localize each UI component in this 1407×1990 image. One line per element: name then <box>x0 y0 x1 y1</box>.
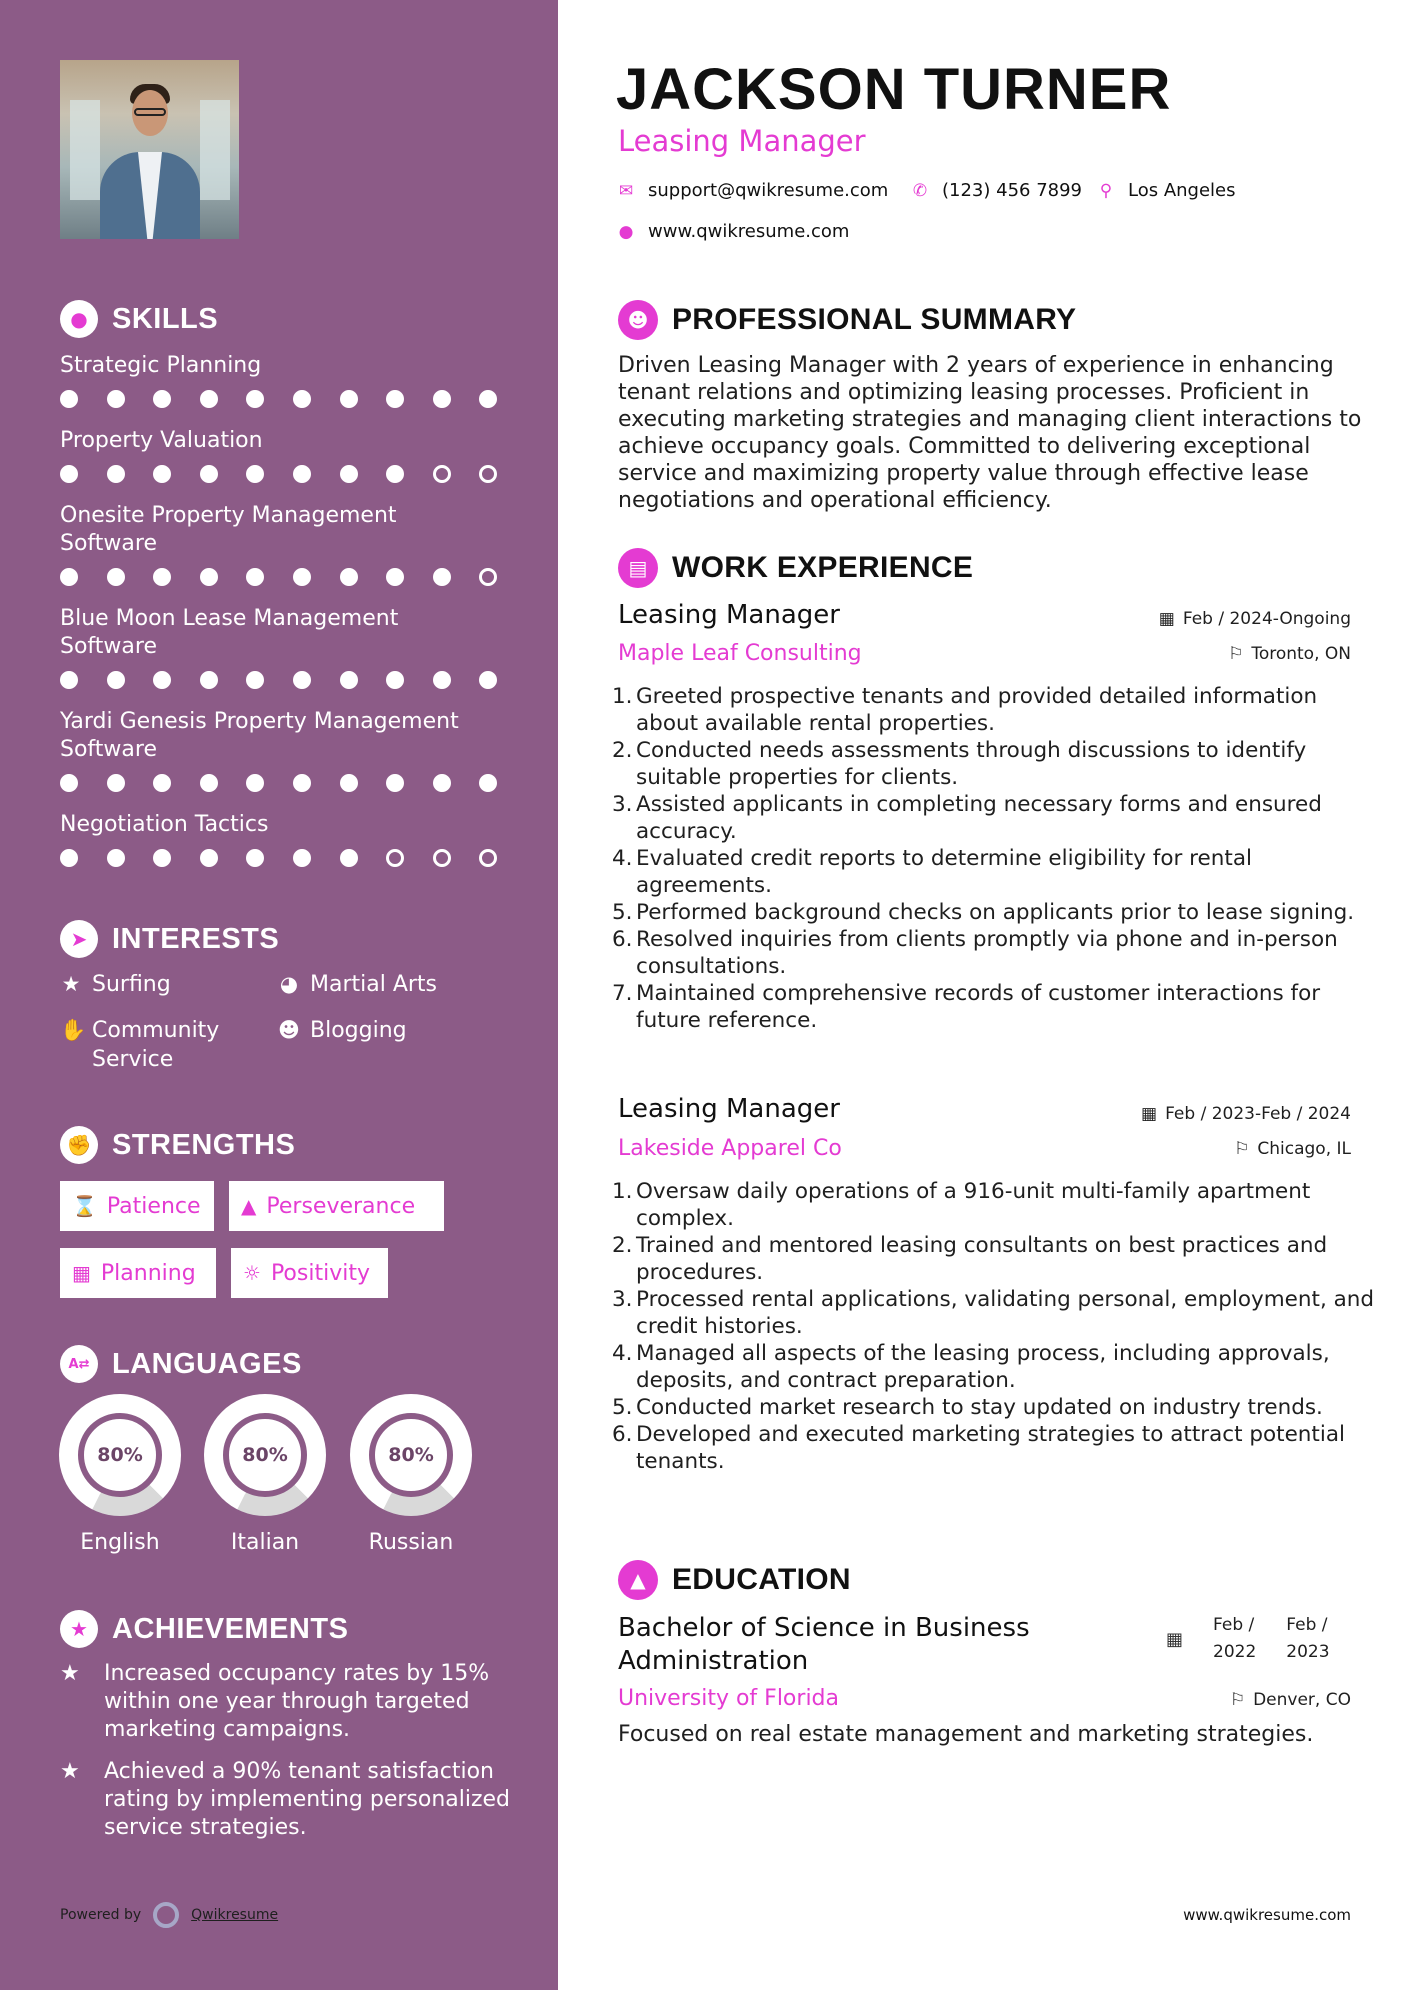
language-item <box>204 1394 326 1555</box>
pushpin-icon: ⚐ <box>1228 644 1244 664</box>
job-bullet <box>612 1178 1378 1232</box>
shooting-star-icon: ★ <box>60 1759 80 1784</box>
bullet-number: 5. <box>612 900 633 925</box>
bullet-number: 1. <box>612 1179 633 1204</box>
job-bullet <box>612 683 1378 737</box>
language-percent: 80% <box>88 1423 152 1487</box>
job-bullets <box>612 683 1378 1034</box>
rating-dot-filled <box>293 849 311 867</box>
rating-dot-empty <box>433 465 451 483</box>
language-ring <box>350 1394 472 1516</box>
rating-dot-filled <box>246 671 264 689</box>
email-text: support@qwikresume.com <box>648 180 889 201</box>
interest-label: Martial Arts <box>310 972 438 997</box>
rating-dot-filled <box>293 465 311 483</box>
languages-heading <box>60 1345 302 1383</box>
strength-label: Positivity <box>270 1260 370 1286</box>
bullet-text: Trained and mentored leasing consultants on best practices and procedures. <box>636 1233 1328 1285</box>
rating-dot-filled <box>246 465 264 483</box>
rating-dot-filled <box>340 671 358 689</box>
rating-dot-filled <box>60 849 78 867</box>
bullet-number: 4. <box>612 846 633 871</box>
rating-dot-empty <box>433 849 451 867</box>
education-description: Focused on real estate management and marketing strategies. <box>618 1722 1314 1747</box>
interest-item <box>60 1016 250 1074</box>
job-bullet <box>612 1394 1378 1421</box>
rating-dot-filled <box>386 568 404 586</box>
bullet-text: Maintained comprehensive records of customer interactions for future reference. <box>636 981 1321 1033</box>
bullet-number: 2. <box>612 1233 633 1258</box>
job-dates <box>1159 609 1351 629</box>
job-bullet <box>612 926 1378 980</box>
bullet-number: 3. <box>612 1287 633 1312</box>
calendar-icon: ▦ <box>1166 1629 1184 1650</box>
rating-dot-filled <box>246 849 264 867</box>
chair-icon: ▤ <box>618 548 658 588</box>
job-location <box>1234 1139 1351 1159</box>
bullet-text: Performed background checks on applicants prior to lease signing. <box>636 900 1355 925</box>
job-location-text: Toronto, ON <box>1251 644 1351 664</box>
rating-dot-filled <box>153 774 171 792</box>
skill-label: Blue Moon Lease Management Software <box>60 606 399 659</box>
rating-dot-filled <box>340 568 358 586</box>
hand-icon: ✋ <box>60 1018 87 1042</box>
rating-dot-filled <box>60 390 78 408</box>
contact-phone[interactable] <box>910 180 1082 201</box>
contact-location <box>1096 180 1236 201</box>
achievement-item <box>60 1660 520 1744</box>
rating-dot-filled <box>107 774 125 792</box>
rating-dot-filled <box>153 849 171 867</box>
sun-icon: ☼ <box>243 1261 261 1285</box>
education-location-text: Denver, CO <box>1253 1690 1351 1710</box>
rating-dot-filled <box>433 390 451 408</box>
education-school: University of Florida <box>618 1686 839 1711</box>
rating-dot-empty <box>479 849 497 867</box>
education-degree: Bachelor of Science in Business Administration <box>618 1613 1030 1676</box>
language-name: English <box>80 1530 160 1555</box>
rating-dot-filled <box>293 390 311 408</box>
rating-dot-filled <box>60 465 78 483</box>
rating-dot-filled <box>60 568 78 586</box>
bullet-number: 7. <box>612 981 633 1006</box>
education-end-year: 2023 <box>1286 1642 1330 1662</box>
skill-rating <box>60 390 526 408</box>
rating-dot-filled <box>340 390 358 408</box>
phone-icon: ✆ <box>912 180 928 201</box>
skill-rating <box>60 465 526 483</box>
strength-tag <box>229 1181 444 1231</box>
map-pin-icon: ⚲ <box>1099 180 1113 201</box>
rating-dot-filled <box>200 849 218 867</box>
skill-label: Onesite Property Management Software <box>60 503 397 556</box>
profile-photo <box>60 60 239 239</box>
rating-dot-filled <box>107 390 125 408</box>
brand-link[interactable]: Qwikresume <box>191 1907 279 1923</box>
experience-title: WORK EXPERIENCE <box>672 551 974 584</box>
rating-dot-filled <box>60 671 78 689</box>
strengths-heading <box>60 1126 295 1164</box>
rating-dot-filled <box>107 568 125 586</box>
job-title: Leasing Manager <box>618 600 840 630</box>
education-start-year: 2022 <box>1213 1642 1257 1662</box>
bullet-text: Assisted applicants in completing necessary forms and ensured accuracy. <box>636 792 1322 844</box>
bullet-number: 6. <box>612 927 633 952</box>
rating-dot-filled <box>433 568 451 586</box>
powered-by-label: Powered by <box>60 1907 142 1923</box>
users-icon: ☻ <box>278 1018 300 1042</box>
bullet-text: Oversaw daily operations of a 916-unit multi-family apartment complex. <box>636 1179 1311 1231</box>
interest-item <box>278 970 437 999</box>
summary-heading <box>618 300 1076 340</box>
rating-dot-filled <box>386 774 404 792</box>
rating-dot-filled <box>107 465 125 483</box>
education-location <box>1230 1690 1351 1710</box>
bullet-number: 3. <box>612 792 633 817</box>
lightbulb-icon: ● <box>60 300 98 338</box>
rating-dot-filled <box>386 671 404 689</box>
job-bullet <box>612 899 1378 926</box>
education-title: EDUCATION <box>672 1563 851 1596</box>
bullet-number: 4. <box>612 1341 633 1366</box>
rating-dot-filled <box>479 390 497 408</box>
bullet-text: Managed all aspects of the leasing process, including approvals, deposits, and contract preparation. <box>636 1341 1330 1393</box>
language-item <box>59 1394 181 1555</box>
job-location <box>1228 644 1351 664</box>
achievement-text: Increased occupancy rates by 15% within one year through targeted marketing campaigns. <box>104 1661 490 1742</box>
location-text: Los Angeles <box>1128 180 1236 201</box>
education-heading <box>618 1560 851 1600</box>
bullet-text: Processed rental applications, validating personal, employment, and credit histories. <box>636 1287 1375 1339</box>
bullet-text: Developed and executed marketing strategies to attract potential tenants. <box>636 1422 1345 1474</box>
skill-rating <box>60 774 526 792</box>
strength-label: Planning <box>100 1260 196 1286</box>
education-end-month: Feb / <box>1286 1615 1328 1635</box>
skills-title: SKILLS <box>112 302 219 335</box>
calendar-icon: ▦ <box>72 1261 91 1285</box>
rating-dot-filled <box>433 671 451 689</box>
rating-dot-filled <box>340 465 358 483</box>
strength-tag <box>60 1248 216 1298</box>
rating-dot-filled <box>107 671 125 689</box>
rating-dot-filled <box>293 774 311 792</box>
pushpin-icon: ⚐ <box>1229 1690 1246 1710</box>
education-dates <box>1166 1612 1330 1666</box>
graduation-cap-icon: ▲ <box>618 1560 658 1600</box>
rating-dot-filled <box>153 671 171 689</box>
language-name: Russian <box>368 1530 454 1555</box>
rating-dot-filled <box>153 568 171 586</box>
skill-label: Strategic Planning <box>60 353 262 378</box>
job-bullet <box>612 791 1378 845</box>
bullet-number: 6. <box>612 1422 633 1447</box>
calendar-icon: ▦ <box>1141 1104 1158 1124</box>
strengths-title: STRENGTHS <box>112 1128 296 1161</box>
powered-by <box>60 1902 278 1928</box>
qwikresume-logo-icon <box>153 1902 179 1928</box>
skills-heading <box>60 300 218 338</box>
shooting-star-icon: ★ <box>60 1661 80 1686</box>
strength-label: Patience <box>106 1193 201 1219</box>
bullet-number: 5. <box>612 1395 633 1420</box>
bullet-text: Greeted prospective tenants and provided detailed information about available rental properties. <box>636 684 1318 736</box>
skill-label: Yardi Genesis Property Management Software <box>60 709 459 762</box>
experience-heading <box>618 548 973 588</box>
achievements-title: ACHIEVEMENTS <box>112 1612 349 1645</box>
rating-dot-filled <box>200 390 218 408</box>
education-end <box>1286 1612 1329 1666</box>
rating-dot-filled <box>200 568 218 586</box>
education-start <box>1213 1612 1256 1666</box>
rating-dot-filled <box>60 774 78 792</box>
globe-icon: ◕ <box>279 972 299 996</box>
binoculars-icon: ▲ <box>241 1194 257 1218</box>
bullet-text: Conducted needs assessments through discussions to identify suitable properties for clients. <box>636 738 1307 790</box>
star-badge-icon: ★ <box>60 1610 98 1648</box>
rating-dot-filled <box>386 465 404 483</box>
phone-text: (123) 456 7899 <box>942 180 1083 201</box>
contact-website[interactable] <box>616 221 849 242</box>
strength-label: Perseverance <box>266 1193 416 1219</box>
fist-icon: ✊ <box>60 1126 98 1164</box>
rating-dot-filled <box>246 390 264 408</box>
skill-label: Property Valuation <box>60 428 263 453</box>
bullet-text: Evaluated credit reports to determine eligibility for rental agreements. <box>636 846 1252 898</box>
job-bullet <box>612 1421 1378 1475</box>
summary-title: PROFESSIONAL SUMMARY <box>672 303 1077 336</box>
bullet-text: Resolved inquiries from clients promptly via phone and in-person consultations. <box>636 927 1338 979</box>
rating-dot-empty <box>386 849 404 867</box>
language-percent: 80% <box>379 1423 443 1487</box>
interests-title: INTERESTS <box>112 922 280 955</box>
interests-heading <box>60 920 279 958</box>
strength-tag <box>60 1181 214 1231</box>
rating-dot-filled <box>246 774 264 792</box>
interest-label: Community Service <box>92 1018 220 1072</box>
candidate-name: JACKSON TURNER <box>616 57 1172 122</box>
job-company: Maple Leaf Consulting <box>618 641 862 666</box>
rating-dot-filled <box>107 849 125 867</box>
achievement-text: Achieved a 90% tenant satisfaction rating by implementing personalized service strategies. <box>104 1759 511 1840</box>
job-company: Lakeside Apparel Co <box>618 1136 842 1161</box>
interest-item <box>60 970 171 999</box>
skill-rating <box>60 849 526 867</box>
main-column <box>558 0 1407 1990</box>
job-dates-text: Feb / 2024-Ongoing <box>1182 609 1351 629</box>
job-location-text: Chicago, IL <box>1257 1139 1351 1159</box>
bullet-number: 1. <box>612 684 633 709</box>
rating-dot-filled <box>340 774 358 792</box>
rating-dot-filled <box>153 465 171 483</box>
rating-dot-filled <box>340 849 358 867</box>
job-bullet <box>612 1340 1378 1394</box>
skill-rating <box>60 671 526 689</box>
rating-dot-filled <box>293 568 311 586</box>
rating-dot-filled <box>479 774 497 792</box>
rating-dot-filled <box>246 568 264 586</box>
rating-dot-empty <box>479 568 497 586</box>
rating-dot-filled <box>479 671 497 689</box>
language-ring <box>59 1394 181 1516</box>
job-bullet <box>612 737 1378 791</box>
languages-title: LANGUAGES <box>112 1347 302 1380</box>
interest-item <box>278 1016 407 1045</box>
rating-dot-filled <box>293 671 311 689</box>
paper-plane-icon: ➤ <box>60 920 98 958</box>
job-bullet <box>612 845 1378 899</box>
hourglass-icon: ⌛ <box>72 1194 97 1218</box>
skill-rating <box>60 568 526 586</box>
sidebar <box>0 0 558 1990</box>
globe-icon: ● <box>618 221 634 242</box>
footer-url[interactable]: www.qwikresume.com <box>1183 1906 1351 1924</box>
rating-dot-filled <box>433 774 451 792</box>
job-bullet <box>612 1286 1378 1340</box>
rating-dot-empty <box>479 465 497 483</box>
pushpin-icon: ⚐ <box>1234 1139 1250 1159</box>
skill-label: Negotiation Tactics <box>60 812 269 837</box>
strength-tag <box>231 1248 388 1298</box>
rating-dot-filled <box>153 390 171 408</box>
language-percent: 80% <box>233 1423 297 1487</box>
candidate-role: Leasing Manager <box>618 124 866 158</box>
language-name: Italian <box>230 1530 300 1555</box>
job-title: Leasing Manager <box>618 1094 840 1124</box>
achievement-item <box>60 1758 520 1842</box>
language-item <box>350 1394 472 1555</box>
education-start-month: Feb / <box>1213 1615 1255 1635</box>
bullet-text: Conducted market research to stay updated on industry trends. <box>636 1395 1323 1420</box>
rating-dot-filled <box>386 390 404 408</box>
job-bullet <box>612 980 1378 1034</box>
website-text: www.qwikresume.com <box>648 221 850 242</box>
translate-icon: A⇄ <box>60 1345 98 1383</box>
job-dates-text: Feb / 2023-Feb / 2024 <box>1165 1104 1351 1124</box>
user-icon: ☻ <box>618 300 658 340</box>
job-bullets <box>612 1178 1378 1475</box>
rating-dot-filled <box>200 774 218 792</box>
envelope-icon: ✉ <box>618 180 634 201</box>
star-icon: ★ <box>61 972 81 996</box>
job-dates <box>1141 1104 1351 1124</box>
contact-email[interactable] <box>616 180 888 201</box>
rating-dot-filled <box>200 671 218 689</box>
summary-text: Driven Leasing Manager with 2 years of experience in enhancing tenant relations and optimizing leasing processes. Proficient in executing marketing strategies and managing client interactions to achieve occupancy goals. Committed to delivering exceptional service and maximizing property value through effective lease negotiations and operational efficiency. <box>618 353 1362 513</box>
job-bullet <box>612 1232 1378 1286</box>
calendar-icon: ▦ <box>1158 609 1175 629</box>
achievements-heading <box>60 1610 348 1648</box>
bullet-number: 2. <box>612 738 633 763</box>
language-ring <box>204 1394 326 1516</box>
interest-label: Blogging <box>310 1018 407 1043</box>
rating-dot-filled <box>200 465 218 483</box>
interest-label: Surfing <box>92 972 171 997</box>
